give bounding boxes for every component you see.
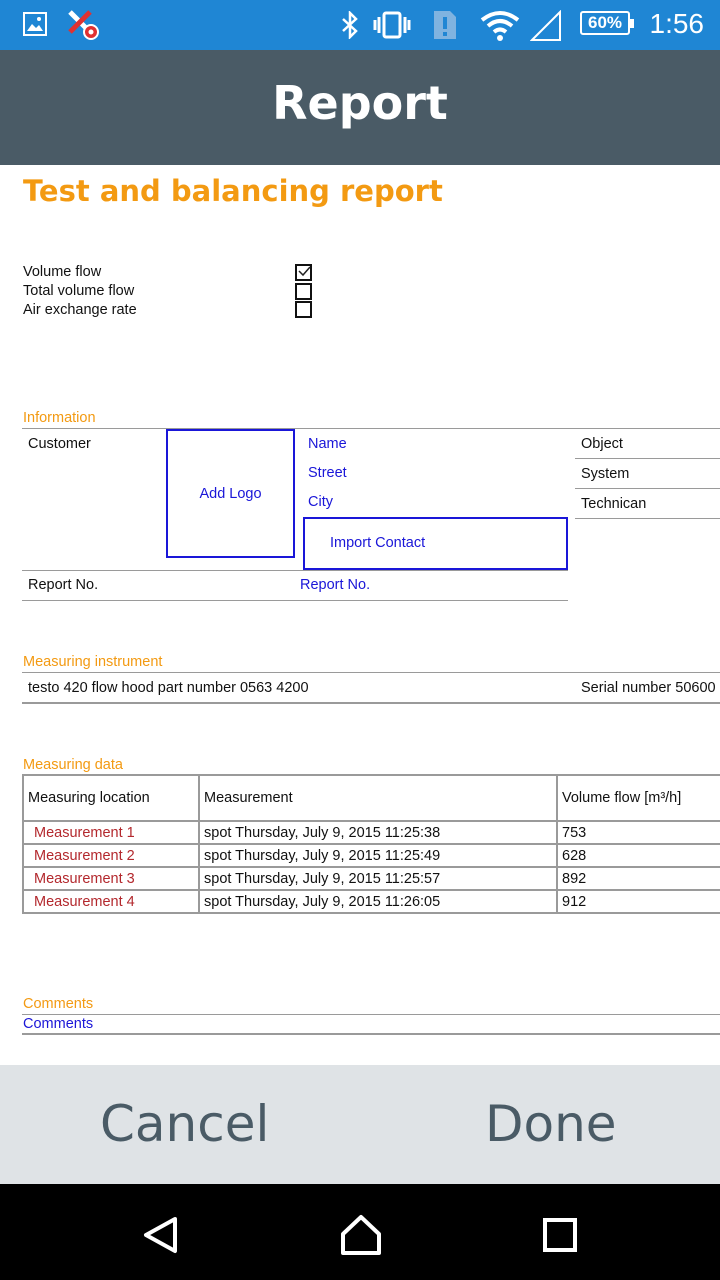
signal-icon — [530, 10, 562, 46]
customer-label: Customer — [28, 436, 91, 452]
checkmark-icon — [298, 266, 311, 278]
divider — [575, 518, 720, 519]
option-volume-flow-label: Volume flow — [23, 264, 102, 280]
divider — [575, 488, 720, 489]
volume-flow-cell: 912 — [557, 890, 720, 913]
column-header: Measuring location — [23, 775, 199, 821]
table-row[interactable] — [23, 867, 720, 890]
measuring-data-table — [22, 774, 720, 914]
option-total-volume-flow-label: Total volume flow — [23, 283, 135, 299]
technician-label: Technican — [581, 496, 647, 512]
cancel-button[interactable]: Cancel — [100, 1095, 270, 1153]
volume-flow-cell: 892 — [557, 867, 720, 890]
status-time: 1:56 — [649, 8, 704, 39]
measurement-location-link[interactable]: Measurement 2 — [23, 844, 199, 867]
add-logo-button[interactable] — [166, 429, 295, 558]
table-row[interactable] — [23, 844, 720, 867]
divider — [22, 1014, 720, 1015]
measurement-cell: spot Thursday, July 9, 2015 11:25:49 — [199, 844, 557, 867]
battery-indicator: 60% — [580, 11, 630, 35]
instrument-serial: Serial number 50600 — [581, 680, 716, 696]
volume-flow-cell: 628 — [557, 844, 720, 867]
total-volume-flow-checkbox[interactable] — [295, 283, 312, 300]
status-bar — [0, 0, 720, 50]
city-field[interactable]: City — [308, 494, 333, 510]
add-logo-label: Add Logo — [199, 486, 262, 502]
column-header: Volume flow [m³/h] — [557, 775, 720, 821]
measuring-instrument-section-label: Measuring instrument — [23, 654, 163, 670]
information-section-label: Information — [23, 410, 96, 426]
action-bar — [0, 1065, 720, 1184]
measurement-cell: spot Thursday, July 9, 2015 11:25:38 — [199, 821, 557, 844]
table-header-row — [23, 775, 720, 821]
done-button[interactable]: Done — [485, 1095, 617, 1153]
vibrate-icon — [373, 11, 411, 43]
app-bar — [0, 50, 720, 165]
page-title: Report — [272, 76, 448, 130]
gallery-icon — [23, 12, 47, 40]
option-air-exchange-rate-label: Air exchange rate — [23, 302, 137, 318]
bluetooth-icon — [340, 11, 360, 43]
street-field[interactable]: Street — [308, 465, 347, 481]
name-field[interactable]: Name — [308, 436, 347, 452]
sim-alert-icon — [432, 9, 458, 45]
wifi-icon — [480, 10, 520, 46]
measuring-data-section-label: Measuring data — [23, 757, 123, 773]
measurement-location-link[interactable]: Measurement 3 — [23, 867, 199, 890]
table-row[interactable] — [23, 821, 720, 844]
object-label: Object — [581, 436, 623, 452]
volume-flow-cell: 753 — [557, 821, 720, 844]
navigation-bar — [0, 1184, 720, 1280]
report-no-field[interactable]: Report No. — [300, 577, 371, 593]
divider — [22, 600, 568, 601]
measurement-cell: spot Thursday, July 9, 2015 11:26:05 — [199, 890, 557, 913]
home-icon[interactable] — [340, 1214, 382, 1260]
back-icon[interactable] — [142, 1216, 178, 1258]
instrument-name: testo 420 flow hood part number 0563 4200 — [28, 680, 309, 696]
measurement-location-link[interactable]: Measurement 1 — [23, 821, 199, 844]
divider — [22, 570, 568, 571]
divider — [22, 702, 720, 704]
comments-section-label: Comments — [23, 996, 94, 1012]
air-exchange-rate-checkbox[interactable] — [295, 301, 312, 318]
divider — [22, 672, 720, 673]
report-no-label: Report No. — [28, 577, 99, 593]
report-title: Test and balancing report — [23, 174, 443, 208]
import-contact-button[interactable] — [303, 517, 568, 570]
divider — [22, 1033, 720, 1035]
column-header: Measurement — [199, 775, 557, 821]
recents-icon[interactable] — [543, 1218, 577, 1256]
system-label: System — [581, 466, 630, 482]
divider — [575, 458, 720, 459]
measurement-location-link[interactable]: Measurement 4 — [23, 890, 199, 913]
measurement-cell: spot Thursday, July 9, 2015 11:25:57 — [199, 867, 557, 890]
volume-flow-checkbox[interactable] — [295, 264, 312, 281]
table-row[interactable] — [23, 890, 720, 913]
comments-field[interactable]: Comments — [23, 1016, 94, 1032]
import-contact-label: Import Contact — [330, 535, 426, 551]
divider — [22, 428, 720, 429]
tools-icon — [66, 8, 102, 46]
